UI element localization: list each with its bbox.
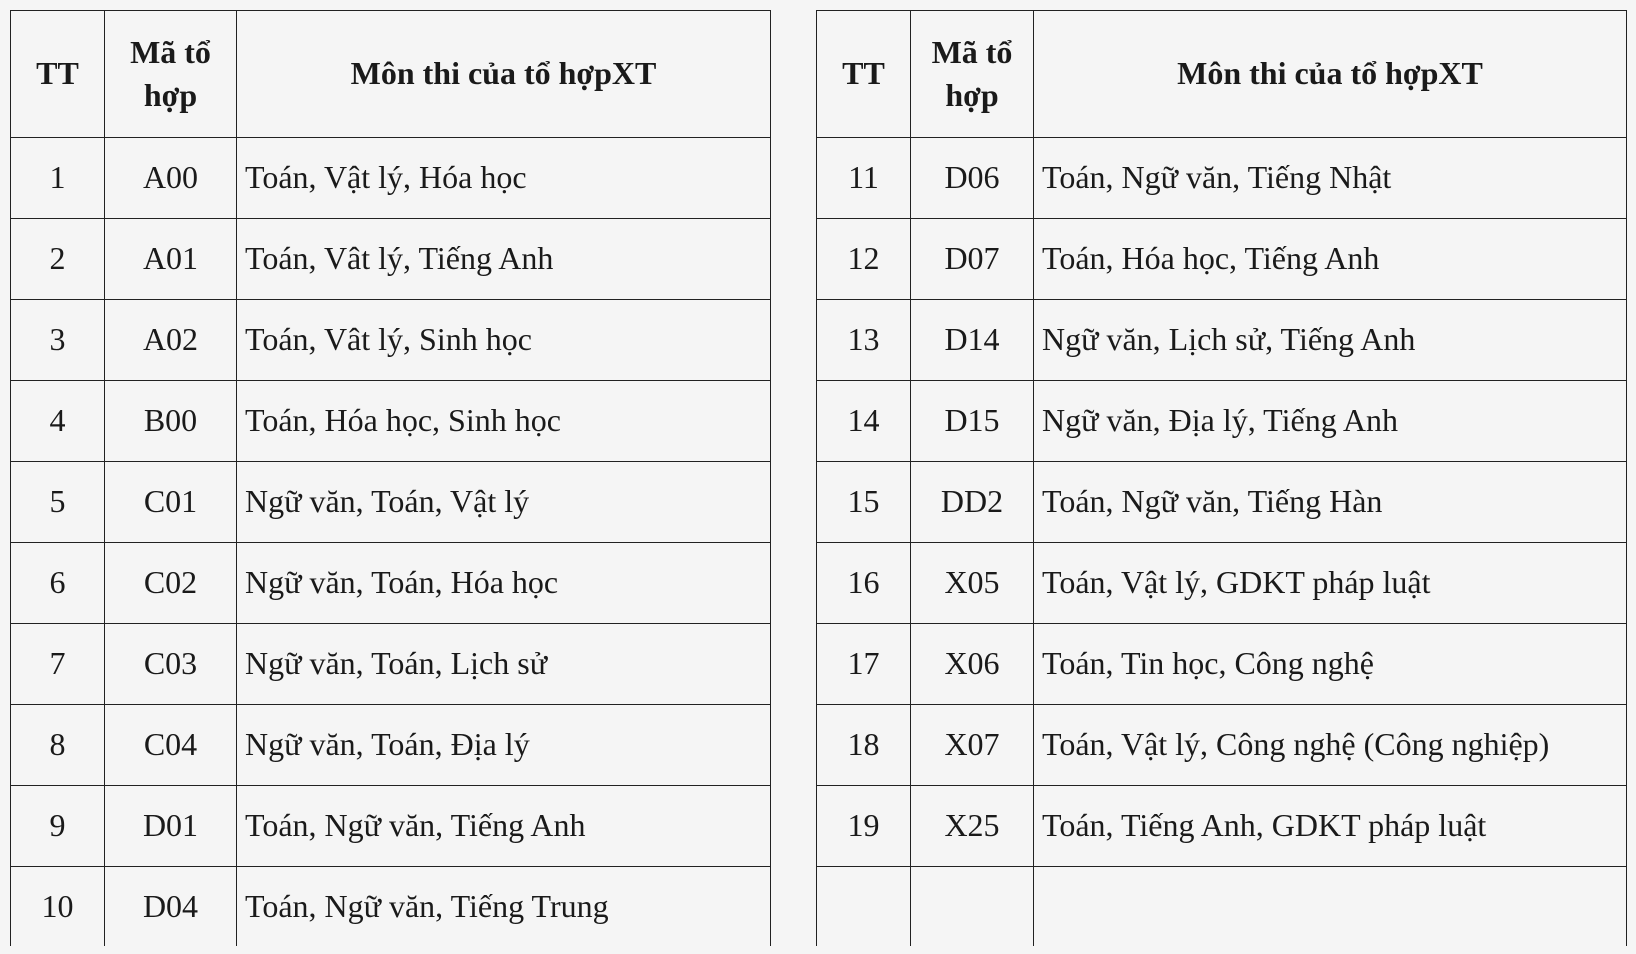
table-row bbox=[817, 381, 1627, 462]
row-number: 19 bbox=[817, 786, 911, 867]
combination-code: X06 bbox=[911, 624, 1034, 705]
header-ma-to-hop: Mã tổ hợp bbox=[105, 11, 237, 138]
combination-code: D14 bbox=[911, 300, 1034, 381]
combination-code: X25 bbox=[911, 786, 1034, 867]
table-row bbox=[11, 867, 771, 948]
table-row bbox=[11, 138, 771, 219]
combination-table-right bbox=[816, 10, 1627, 948]
table-row bbox=[11, 543, 771, 624]
combination-code: A00 bbox=[105, 138, 237, 219]
combination-code: D07 bbox=[911, 219, 1034, 300]
row-number: 1 bbox=[11, 138, 105, 219]
table-row bbox=[817, 138, 1627, 219]
bottom-strip bbox=[0, 946, 1636, 954]
subject-list: Toán, Vật lý, GDKT pháp luật bbox=[1034, 543, 1627, 624]
subject-list: Toán, Ngữ văn, Tiếng Nhật bbox=[1034, 138, 1627, 219]
row-number: 8 bbox=[11, 705, 105, 786]
row-number: 18 bbox=[817, 705, 911, 786]
header-tt: TT bbox=[817, 11, 911, 138]
table-row bbox=[817, 705, 1627, 786]
combination-code bbox=[911, 867, 1034, 948]
row-number: 4 bbox=[11, 381, 105, 462]
header-ma-to-hop: Mã tổ hợp bbox=[911, 11, 1034, 138]
table-row bbox=[817, 219, 1627, 300]
combination-code: C03 bbox=[105, 624, 237, 705]
row-number: 15 bbox=[817, 462, 911, 543]
subject-list: Ngữ văn, Toán, Vật lý bbox=[237, 462, 771, 543]
row-number: 14 bbox=[817, 381, 911, 462]
table-row bbox=[11, 462, 771, 543]
row-number: 3 bbox=[11, 300, 105, 381]
combination-code: C04 bbox=[105, 705, 237, 786]
combination-code: X05 bbox=[911, 543, 1034, 624]
subject-list: Ngữ văn, Địa lý, Tiếng Anh bbox=[1034, 381, 1627, 462]
combination-table-left bbox=[10, 10, 771, 948]
header-mon-thi: Môn thi của tổ hợpXT bbox=[1034, 11, 1627, 138]
table-row bbox=[11, 786, 771, 867]
subject-list: Toán, Vật lý, Công nghệ (Công nghiệp) bbox=[1034, 705, 1627, 786]
subject-list: Ngữ văn, Toán, Lịch sử bbox=[237, 624, 771, 705]
subject-list: Toán, Vât lý, Sinh học bbox=[237, 300, 771, 381]
row-number: 17 bbox=[817, 624, 911, 705]
combination-code: DD2 bbox=[911, 462, 1034, 543]
subject-list: Toán, Tin học, Công nghệ bbox=[1034, 624, 1627, 705]
table-row bbox=[817, 786, 1627, 867]
subject-list: Toán, Ngữ văn, Tiếng Anh bbox=[237, 786, 771, 867]
table-row bbox=[817, 300, 1627, 381]
subject-list: Toán, Ngữ văn, Tiếng Trung bbox=[237, 867, 771, 948]
table-row bbox=[11, 705, 771, 786]
row-number: 5 bbox=[11, 462, 105, 543]
subject-list: Toán, Tiếng Anh, GDKT pháp luật bbox=[1034, 786, 1627, 867]
row-number: 16 bbox=[817, 543, 911, 624]
row-number: 9 bbox=[11, 786, 105, 867]
row-number: 10 bbox=[11, 867, 105, 948]
subject-list: Toán, Hóa học, Sinh học bbox=[237, 381, 771, 462]
subject-list: Toán, Ngữ văn, Tiếng Hàn bbox=[1034, 462, 1627, 543]
table-row bbox=[11, 219, 771, 300]
table-row bbox=[11, 381, 771, 462]
combination-code: X07 bbox=[911, 705, 1034, 786]
subject-list: Toán, Hóa học, Tiếng Anh bbox=[1034, 219, 1627, 300]
header-mon-thi: Môn thi của tổ hợpXT bbox=[237, 11, 771, 138]
subject-list bbox=[1034, 867, 1627, 948]
table-row bbox=[817, 543, 1627, 624]
table-row bbox=[11, 624, 771, 705]
subject-list: Ngữ văn, Toán, Địa lý bbox=[237, 705, 771, 786]
row-number: 6 bbox=[11, 543, 105, 624]
table-header-row bbox=[817, 11, 1627, 138]
subject-list: Ngữ văn, Lịch sử, Tiếng Anh bbox=[1034, 300, 1627, 381]
combination-code: D04 bbox=[105, 867, 237, 948]
table-row bbox=[817, 462, 1627, 543]
row-number: 2 bbox=[11, 219, 105, 300]
subject-list: Ngữ văn, Toán, Hóa học bbox=[237, 543, 771, 624]
subject-list: Toán, Vât lý, Tiếng Anh bbox=[237, 219, 771, 300]
combination-code: C01 bbox=[105, 462, 237, 543]
combination-code: A01 bbox=[105, 219, 237, 300]
combination-code: C02 bbox=[105, 543, 237, 624]
row-number: 12 bbox=[817, 219, 911, 300]
row-number: 13 bbox=[817, 300, 911, 381]
row-number bbox=[817, 867, 911, 948]
table-row bbox=[817, 624, 1627, 705]
combination-code: B00 bbox=[105, 381, 237, 462]
combination-code: A02 bbox=[105, 300, 237, 381]
table-row bbox=[817, 867, 1627, 948]
row-number: 7 bbox=[11, 624, 105, 705]
combination-code: D15 bbox=[911, 381, 1034, 462]
combination-code: D06 bbox=[911, 138, 1034, 219]
table-header-row bbox=[11, 11, 771, 138]
row-number: 11 bbox=[817, 138, 911, 219]
subject-list: Toán, Vật lý, Hóa học bbox=[237, 138, 771, 219]
combination-code: D01 bbox=[105, 786, 237, 867]
table-row bbox=[11, 300, 771, 381]
header-tt: TT bbox=[11, 11, 105, 138]
